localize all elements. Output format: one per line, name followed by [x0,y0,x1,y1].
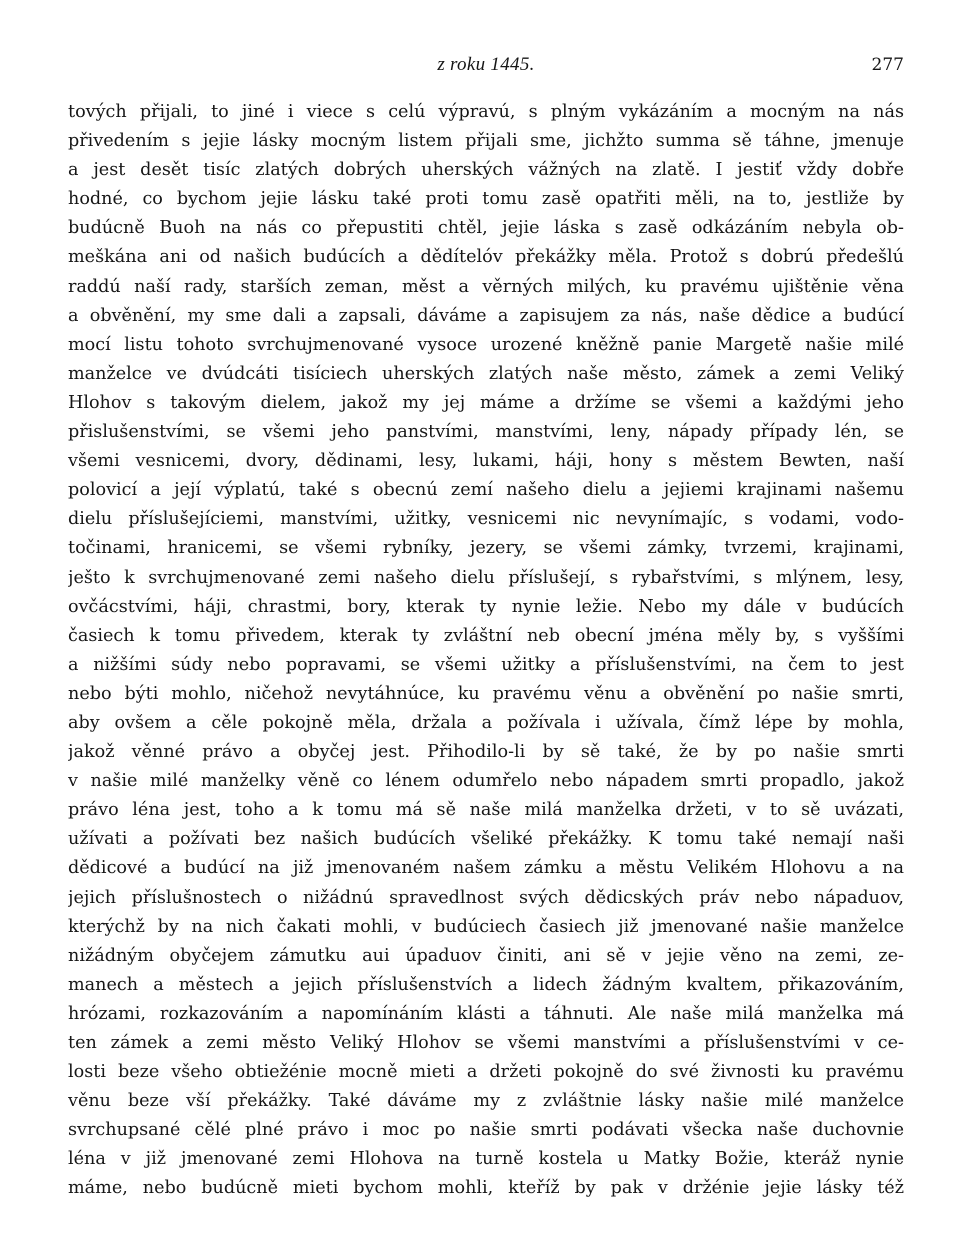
text-line: všemi vesnicemi, dvory, dědinami, lesy, lukami, háji, hony s městem Bewten, naší [68,451,904,472]
text-line: nižádným obyčejem zámutku aui úpaduov činiti, ani sě v jejie věno na zemi, ze- [68,945,904,966]
text-line: mocí listu tohoto svrchujmenované vysoce urozené kněžně panie Margetě našie milé [68,334,904,355]
text-line: budúcně Buoh na nás co přepustiti chtěl, jejie láska s zasě odkázáním nebyla ob- [68,218,904,239]
text-line: dědicové a budúcí na již jmenovaném našem zámku a městu Velikém Hlohovu a na [68,858,904,879]
running-head [68,50,904,80]
text-line: jejich příslušnostech o nižádnú spravedlnost svých dědicských práv nebo nápaduov, [68,887,904,908]
text-line: a obvěnění, my sme dali a zapsali, dáváme a zapisujem za nás, naše dědice a budúcí [68,305,904,326]
text-line: Hlohov s takovým dielem, jakož my jej máme a držíme se všemi a každými jeho [68,392,904,413]
text-line: manželce ve dvúdcáti tisíciech uherských zlatých naše město, zámek a zemi Veliký [68,363,904,384]
text-line: v našie milé manželky věně co lénem odumřelo nebo nápadem smrti propadlo, jakož [68,771,904,792]
text-line: polovicí a její výplatú, také s obecnú zemí našeho dielu a jejiemi krajinami našemu [68,480,904,501]
text-line: dielu příslušejíciemi, manstvími, užitky, vesnicemi nic nevynímajíc, s vodami, vodo- [68,509,904,530]
text-line: přivedením s jejie lásky mocným listem přijali sme, jichžto summa sě táhne, jmenuje [68,131,904,152]
text-line: meškána ani od našich budúcích a dědítelóv překážky měla. Protož s dobrú předešlú [68,247,904,268]
text-line: přislušenstvími, se všemi jeho panstvími, manstvími, leny, nápady případy lén, se [68,422,904,443]
text-line: právo léna jest, toho a k tomu má sě naše milá manželka držeti, v to sě uvázati, [68,800,904,821]
text-line: kterýchž by na nich čakati mohli, v budúciech časiech již jmenované našie manželce [68,916,904,937]
text-line: věnu beze vší překážky. Také dáváme my z zvláštnie lásky našie milé manželce [68,1091,904,1112]
text-line: užívati a požívati bez našich budúcích všeliké překážky. K tomu také nemají naši [68,829,904,850]
text-line: léna v již jmenované zemi Hlohova na turně kostela u Matky Božie, kteráž nynie [68,1149,904,1170]
text-line: máme, nebo budúcně mieti bychom mohli, kteříž by pak v držénie jejie lásky též [68,1178,904,1199]
text-line: svrchupsané cělé plné právo i moc po našie smrti podávati všecka naše duchovnie [68,1120,904,1141]
text-line: a nižšími súdy nebo popravami, se všemi užitky a příslušenstvími, na čem to jest [68,654,904,675]
text-line: a jest desět tisíc zlatých dobrých uherských vážných na zlatě. I jestiť vždy dobře [68,160,904,181]
text-line: aby ovšem a cěle pokojně měla, držala a požívala i užívala, čímž lépe by mohla, [68,712,904,733]
text-line: tových přijali, to jiné i viece s celú výpravú, s plným vykázáním a mocným na nás [68,102,904,122]
text-line: jakož věnné právo a obyčej jest. Přihodilo-li by sě také, že by po našie smrti [68,742,904,763]
text-line: losti beze všeho obtiežénie mocně mieti a držeti pokojně do své živnosti ku pravému [68,1062,904,1083]
text-line: hrózami, rozkazováním a napomínáním klásti a táhnuti. Ale naše milá manželka má [68,1003,904,1024]
text-line: nebo býti mohlo, ničehož nevytáhnúce, ku pravému věnu a obvěnění po našie smrti, [68,683,904,704]
text-line: ješto k svrchujmenované zemi našeho dielu příslušejí, s rybařstvími, s mlýnem, lesy, [68,567,904,588]
running-title: z roku 1445. [437,54,535,75]
body-text [68,98,904,1204]
text-line: časiech k tomu přivedem, kterak ty zvláštní neb obecní jména měly by, s vyššími [68,625,904,646]
text-line: ovčácstvími, háji, chrastmi, bory, kterak ty nynie ležie. Nebo my dále v budúcích [68,596,904,617]
text-line: hodné, co bychom jejie lásku také proti tomu zasě opatřiti měli, na to, jestliže by [68,189,904,210]
text-line: manech a městech a jejich příslušenstvích a lidech žádným kvaltem, přikazováním, [68,974,904,995]
text-line: raddú naší rady, starších zeman, měst a věrných milých, ku pravému ujištěnie věna [68,276,904,297]
text-line: ten zámek a zemi město Veliký Hlohov se všemi manstvími a příslušenstvími v ce- [68,1033,904,1053]
page-number: 277 [871,55,904,75]
text-line: točinami, hranicemi, se všemi rybníky, jezery, se všemi zámky, tvrzemi, krajinami, [68,538,904,559]
